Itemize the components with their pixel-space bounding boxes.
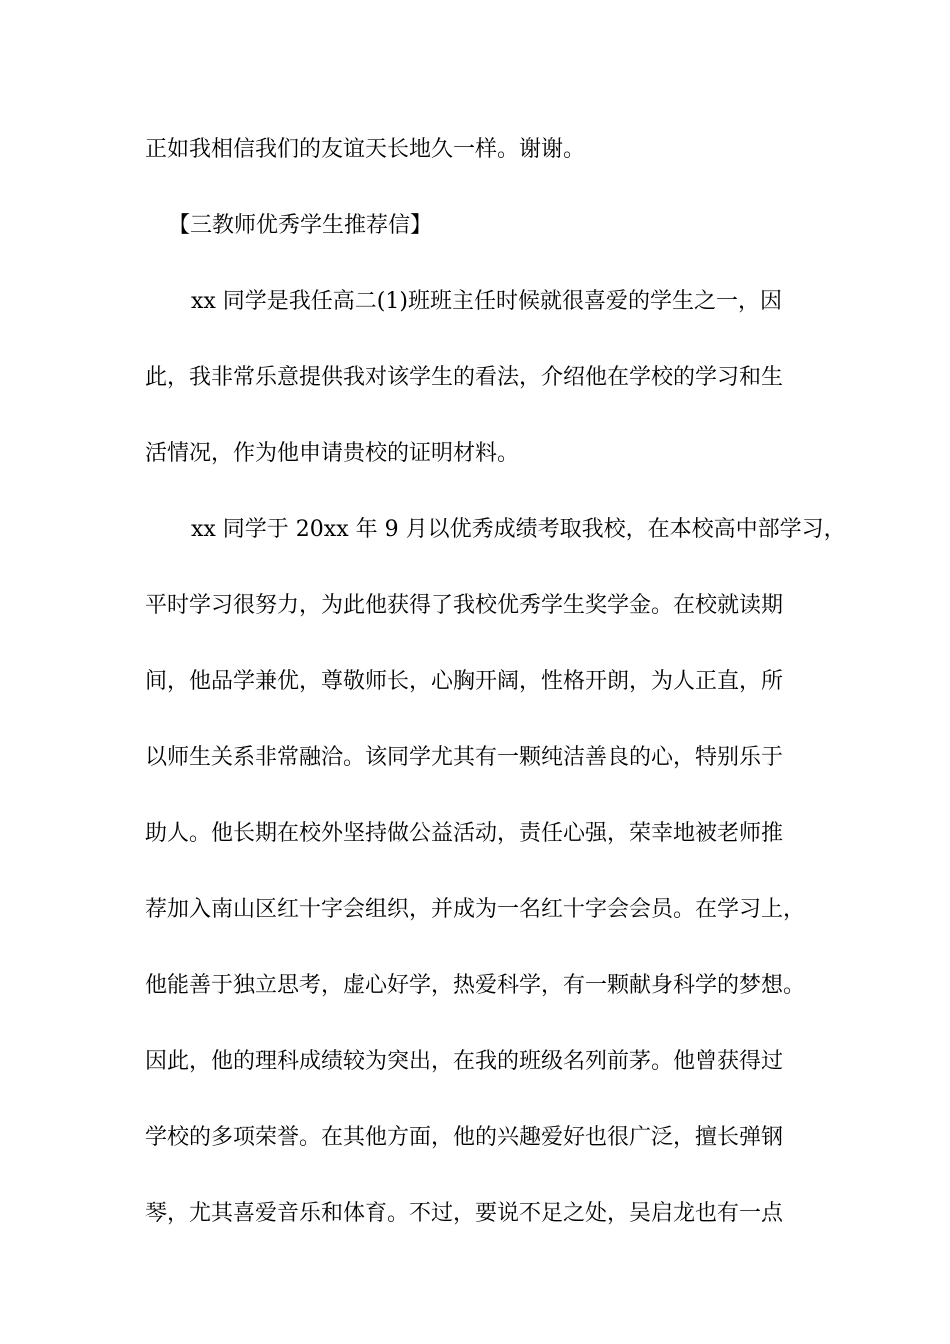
paragraph-2-line-9: 学校的多项荣誉。在其他方面，他的兴趣爱好也很广泛，擅长弹钢 [145, 1125, 784, 1150]
paragraph-2-line-6: 荐加入南山区红十字会组织，并成为一名红十字会会员。在学习上， [145, 897, 806, 922]
paragraph-2-line-8: 因此，他的理科成绩较为突出，在我的班级名列前茅。他曾获得过 [145, 1049, 784, 1074]
paragraph-1-line-1: xx 同学是我任高二(1)班班主任时候就很喜爱的学生之一，因 [191, 289, 782, 314]
paragraph-1-line-3: 活情况，作为他申请贵校的证明材料。 [145, 441, 520, 466]
paragraph-2-line-10: 琴，尤其喜爱音乐和体育。不过，要说不足之处，吴启龙也有一点 [145, 1201, 784, 1226]
paragraph-2-line-4: 以师生关系非常融洽。该同学尤其有一颗纯洁善良的心，特别乐于 [145, 745, 784, 770]
paragraph-2-line-5: 助人。他长期在校外坚持做公益活动，责任心强，荣幸地被老师推 [145, 821, 784, 846]
closing-line: 正如我相信我们的友谊天长地久一样。谢谢。 [145, 137, 586, 162]
paragraph-2-line-2: 平时学习很努力，为此他获得了我校优秀学生奖学金。在校就读期 [145, 593, 784, 618]
section-heading: 【三教师优秀学生推荐信】 [168, 213, 433, 238]
paragraph-2-line-7: 他能善于独立思考，虚心好学，热爱科学，有一颗献身科学的梦想。 [145, 973, 806, 998]
paragraph-2-line-1: xx 同学于 20xx 年 9 月以优秀成绩考取我校，在本校高中部学习， [191, 517, 846, 542]
paragraph-2-line-3: 间，他品学兼优，尊敬师长，心胸开阔，性格开朗，为人正直，所 [145, 669, 784, 694]
paragraph-1-line-2: 此，我非常乐意提供我对该学生的看法，介绍他在学校的学习和生 [145, 365, 784, 390]
